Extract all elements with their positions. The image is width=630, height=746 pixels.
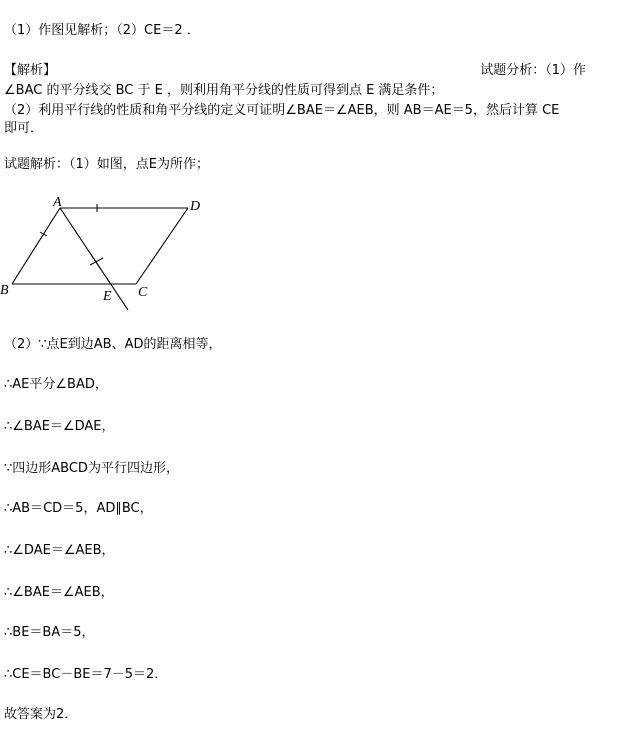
conclusion: 故答案为2． xyxy=(4,707,78,722)
step-4: ∵四边形ABCD为平行四边形， xyxy=(4,461,179,476)
label-a: A xyxy=(53,195,62,210)
analysis-line-4: 即可． xyxy=(4,121,44,136)
analysis-line-2: ∠BAC 的平分线交 BC 于 E ，则利用角平分线的性质可得到点 E 满足条件； xyxy=(4,83,444,98)
intersection-mark xyxy=(90,256,103,268)
side-ab xyxy=(12,208,60,284)
step-5: ∴AB＝CD＝5，AD∥BC， xyxy=(4,501,153,516)
step-9: ∴CE＝BC－BE＝7－5＝2． xyxy=(4,667,168,682)
side-dc xyxy=(136,208,188,284)
analysis-line-3: （2）利用平行线的性质和角平分线的定义可证明∠BAE＝∠AEB，则 AB＝AE＝5，然后计算 CE xyxy=(4,103,560,118)
answer-line: （1）作图见解析；（2）CE＝2 ． xyxy=(4,23,200,38)
step-1: （2）∵点E到边AB、AD的距离相等， xyxy=(4,337,222,352)
analysis-label: 【解析】 xyxy=(4,63,57,78)
parallelogram-figure xyxy=(0,188,220,318)
label-d: D xyxy=(190,199,201,214)
label-b: B xyxy=(0,283,9,298)
step-3: ∴∠BAE＝∠DAE， xyxy=(4,419,115,434)
step-2: ∴AE平分∠BAD， xyxy=(4,377,108,392)
solution-intro: 试题解析：（1）如图，点E为所作； xyxy=(4,157,209,172)
arc-mark-ab xyxy=(40,232,47,236)
step-6: ∴∠DAE＝∠AEB， xyxy=(4,543,115,558)
analysis-intro: 试题分析：（1）作 xyxy=(480,63,586,78)
step-7: ∴∠BAE＝∠AEB， xyxy=(4,585,114,600)
label-e: E xyxy=(103,289,112,304)
step-8: ∴BE＝BA＝5， xyxy=(4,625,95,640)
label-c: C xyxy=(138,285,148,300)
